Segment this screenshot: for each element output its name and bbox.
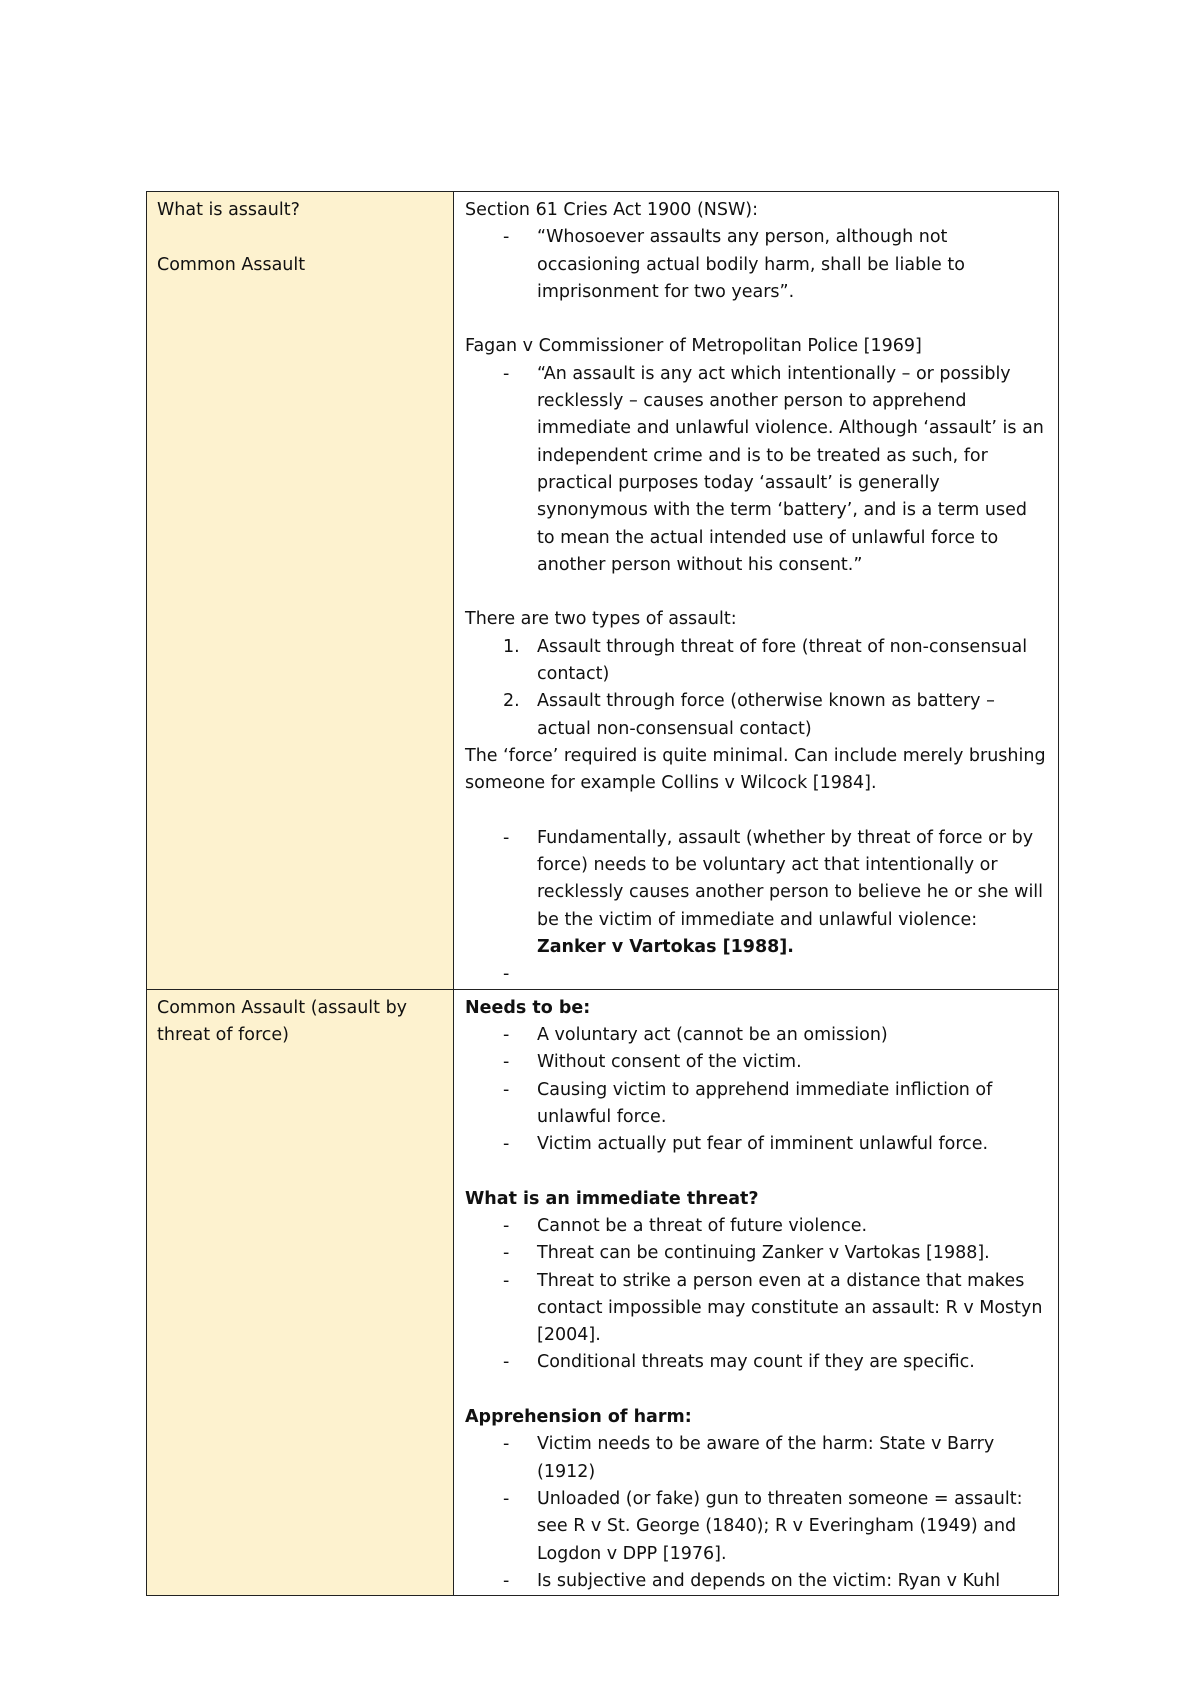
- topic-title: What is assault?: [157, 200, 300, 220]
- topic-cell: [147, 989, 454, 1596]
- list-item: - Conditional threats may count if they are specific.: [503, 1352, 975, 1373]
- list-item: - Victim actually put fear of imminent unlawful force.: [503, 1134, 989, 1155]
- zanker-case: Zanker v Vartokas [1988].: [537, 937, 794, 958]
- needs-heading: Needs to be:: [465, 997, 591, 1018]
- table-row: [147, 192, 1059, 990]
- immediate-heading: What is an immediate threat?: [465, 1188, 759, 1209]
- apprehension-heading: Apprehension of harm:: [465, 1407, 692, 1428]
- fagan-heading: Fagan v Commissioner of Metropolitan Police [1969]: [465, 336, 922, 357]
- list-item: - Without consent of the victim.: [503, 1052, 802, 1073]
- topic-subtitle: Common Assault: [157, 254, 306, 275]
- s61-quote: “Whosoever assaults any person, although not occasioning actual bodily harm, shall be liable to imprisonment for two years”.: [537, 227, 965, 302]
- list-item: 1. Assault through threat of fore (threat of non-consensual contact): [503, 636, 1028, 685]
- list-item: - Unloaded (or fake) gun to threaten someone = assault: see R v St. George (1840); R v Everingham (1949) and Logdon v DPP [1976].: [503, 1488, 1023, 1564]
- fundamental-text: Fundamentally, assault (whether by threat of force or by force) needs to be voluntary act that intentionally or recklessly causes another person to believe he or she will be the victim of immediate and unlawful violence:: [537, 827, 1044, 930]
- list-item: -: [503, 964, 510, 985]
- fagan-quote: “An assault is any act which intentionally – or possibly recklessly – causes another person to apprehend immediate and unlawful violence. Although ‘assault’ is an independent crime and is to be treated as such, for practical purposes today ‘assault’ is generally synonymous with the term ‘battery’, and is a term used to mean the actual intended use of unlawful force to another person without his consent.”: [537, 363, 1044, 575]
- list-item: 2. Assault through force (otherwise known as battery – actual non-consensual contact): [503, 691, 995, 739]
- types-heading: There are two types of assault:: [465, 609, 737, 630]
- list-item: - Victim needs to be aware of the harm: State v Barry (1912): [503, 1434, 995, 1482]
- list-item: - Threat can be continuing Zanker v Vartokas [1988].: [503, 1243, 990, 1264]
- force-note: The ‘force’ required is quite minimal. Can include merely brushing someone for example Collins v Wilcock [1984].: [465, 745, 1052, 794]
- list-item: - Is subjective and depends on the victim: Ryan v Kuhl: [503, 1570, 1001, 1591]
- list-item: - “Whosoever assaults any person, although not occasioning actual bodily harm, shall be liable to imprisonment for two years”.: [465, 224, 1048, 306]
- notes-cell: [454, 192, 1059, 990]
- topic-cell: [147, 192, 454, 990]
- list-item: - “An assault is any act which intentionally – or possibly recklessly – causes another person to apprehend immediate and unlawful violence. Although ‘assault’ is an independent crime and is to be treated as such, for practical purposes today ‘assault’ is generally synonymous with the term ‘battery’, and is a term used to mean the actual intended use of unlawful force to another person without his consent.”: [465, 361, 1048, 579]
- list-item: - Fundamentally, assault (whether by threat of force or by force) needs to be voluntary act that intentionally or recklessly causes another person to believe he or she will be the victim of immediate and unlawful violence: Zanker v Vartokas [1988].: [503, 827, 1044, 958]
- list-item: - Cannot be a threat of future violence.: [503, 1215, 868, 1236]
- notes-table: [146, 191, 1059, 1596]
- table-row: [147, 989, 1059, 1596]
- notes-cell: [454, 989, 1059, 1596]
- list-item: - A voluntary act (cannot be an omission): [503, 1024, 888, 1045]
- s61-heading: Section 61 Cries Act 1900 (NSW):: [465, 200, 758, 220]
- topic-title: Common Assault (assault by threat of force): [157, 997, 413, 1045]
- list-item: - Threat to strike a person even at a distance that makes contact impossible may constitute an assault: R v Mostyn [2004].: [503, 1270, 1043, 1346]
- list-item: - Causing victim to apprehend immediate infliction of unlawful force.: [503, 1079, 993, 1127]
